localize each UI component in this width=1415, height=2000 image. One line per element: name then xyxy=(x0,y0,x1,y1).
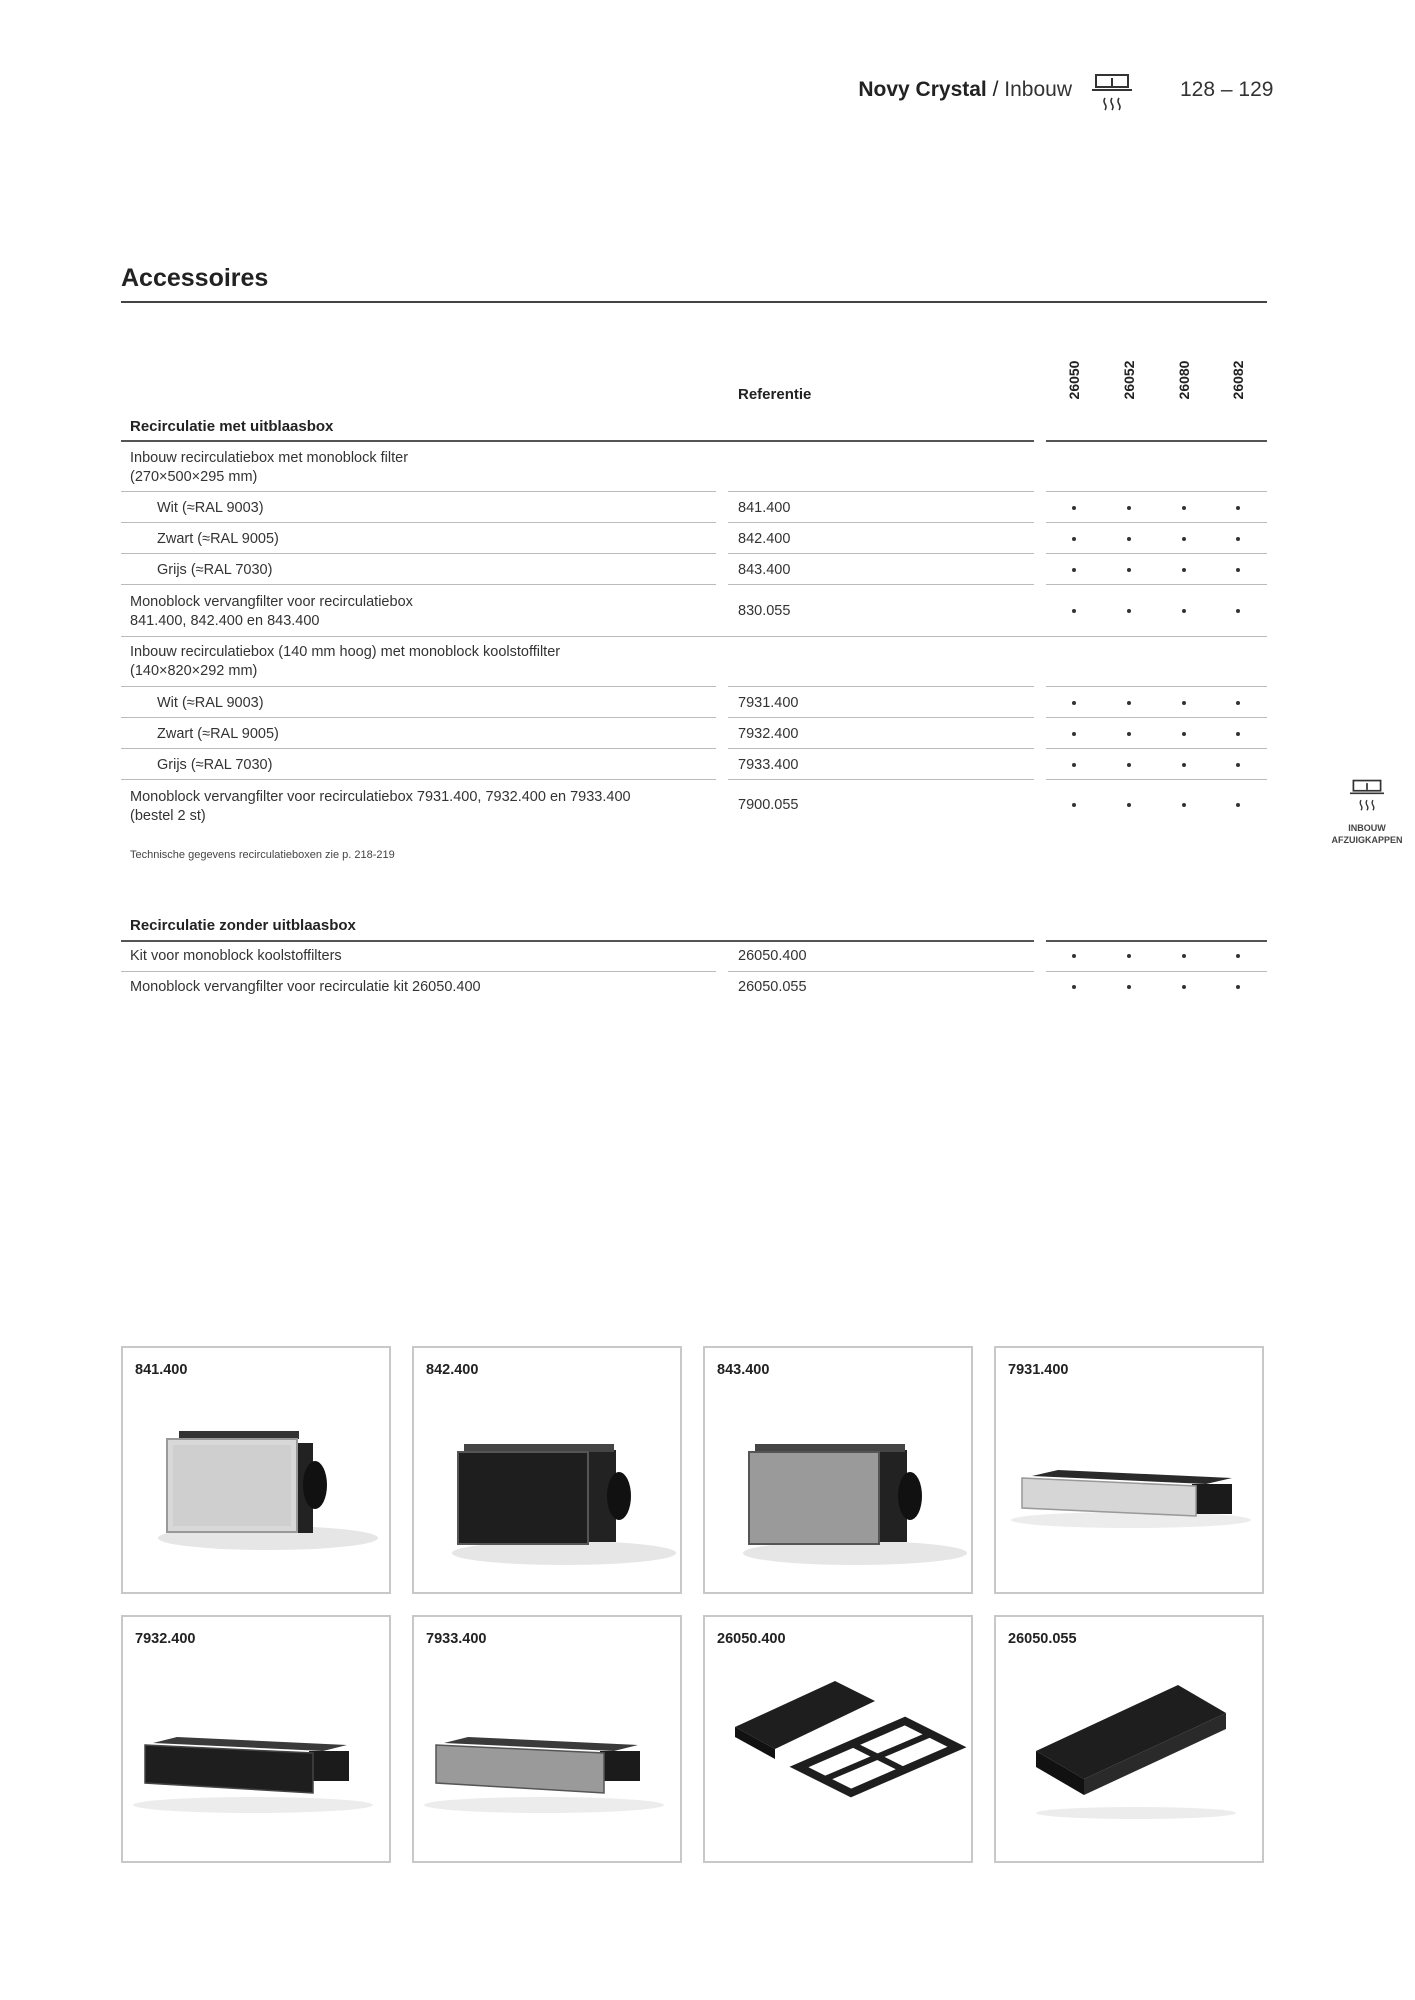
row-rule xyxy=(121,491,716,492)
availability-dot xyxy=(1236,954,1240,958)
availability-dot xyxy=(1072,954,1076,958)
table-row-label: Wit (≈RAL 9003) xyxy=(157,500,264,516)
row-rule xyxy=(1046,971,1267,972)
table-row-ref: 7931.400 xyxy=(738,695,799,711)
table-row-label: Kit voor monoblock koolstoffilters xyxy=(130,948,342,964)
table-row-label: Zwart (≈RAL 9005) xyxy=(157,531,279,547)
recirculation-box-black-image xyxy=(414,1348,680,1592)
group-rule xyxy=(121,440,1034,442)
product-label: 26050.055 xyxy=(1008,1631,1077,1647)
availability-dot xyxy=(1236,803,1240,807)
availability-dot xyxy=(1182,954,1186,958)
row-rule xyxy=(728,522,1034,523)
table-row-label: Grijs (≈RAL 7030) xyxy=(157,757,273,773)
availability-dot xyxy=(1127,701,1131,705)
row-rule xyxy=(1046,584,1267,585)
recirculation-box-white-image xyxy=(123,1348,389,1592)
group-title: Recirculatie met uitblaasbox xyxy=(130,418,334,435)
model-column-header: 26082 xyxy=(1230,360,1246,400)
header-title-sub: Inbouw xyxy=(1004,78,1072,101)
table-row-label: Monoblock vervangfilter voor recirculatiebox 841.400, 842.400 en 843.400 xyxy=(130,594,413,629)
availability-dot xyxy=(1072,732,1076,736)
availability-dot xyxy=(1127,506,1131,510)
row-rule xyxy=(121,636,1267,637)
row-rule xyxy=(728,779,1034,780)
row-rule xyxy=(121,971,716,972)
availability-dot xyxy=(1127,732,1131,736)
table-row-label: Monoblock vervangfilter voor recirculatie kit 26050.400 xyxy=(130,979,481,995)
row-rule xyxy=(121,522,716,523)
availability-dot xyxy=(1182,985,1186,989)
product-label: 7932.400 xyxy=(135,1631,196,1647)
row-rule xyxy=(121,748,716,749)
row-rule xyxy=(728,748,1034,749)
row-rule xyxy=(1046,491,1267,492)
row-rule xyxy=(1046,686,1267,687)
model-column-header: 26080 xyxy=(1176,360,1192,400)
header-title xyxy=(700,78,1072,102)
header-separator: / xyxy=(992,78,999,101)
table-row-label: Monoblock vervangfilter voor recirculatiebox 7931.400, 7932.400 en 7933.400 (bestel 2 st) xyxy=(130,789,631,824)
replacement-filter-image xyxy=(996,1617,1262,1861)
availability-dot xyxy=(1072,803,1076,807)
availability-dot xyxy=(1127,985,1131,989)
availability-dot xyxy=(1072,609,1076,613)
built-in-hood-icon xyxy=(1092,72,1132,112)
table-row-label: Zwart (≈RAL 9005) xyxy=(157,726,279,742)
row-rule xyxy=(1046,748,1267,749)
availability-dot xyxy=(1236,701,1240,705)
product-card xyxy=(994,1615,1264,1863)
row-rule xyxy=(728,971,1034,972)
slim-recirculation-box-black-image xyxy=(123,1617,389,1861)
availability-dot xyxy=(1072,985,1076,989)
product-label: 7931.400 xyxy=(1008,1362,1069,1378)
table-row-ref: 843.400 xyxy=(738,562,791,578)
availability-dot xyxy=(1072,763,1076,767)
header-title-bold: Novy Crystal xyxy=(858,78,987,101)
availability-dot xyxy=(1236,985,1240,989)
availability-dot xyxy=(1182,732,1186,736)
availability-dot xyxy=(1127,537,1131,541)
availability-dot xyxy=(1236,732,1240,736)
side-tab-label: INBOUW AFZUIGKAPPEN xyxy=(1331,823,1403,845)
table-row-ref: 26050.055 xyxy=(738,979,807,995)
table-row-ref: 7900.055 xyxy=(738,797,799,813)
model-column-header: 26050 xyxy=(1066,360,1082,400)
row-rule xyxy=(728,584,1034,585)
availability-dot xyxy=(1182,537,1186,541)
row-rule xyxy=(1046,522,1267,523)
recirculation-box-grey-image xyxy=(705,1348,971,1592)
availability-dot xyxy=(1127,568,1131,572)
table-row-label: Wit (≈RAL 9003) xyxy=(157,695,264,711)
availability-dot xyxy=(1072,506,1076,510)
table-row-ref: 26050.400 xyxy=(738,948,807,964)
availability-dot xyxy=(1127,803,1131,807)
reference-header: Referentie xyxy=(738,386,812,403)
availability-dot xyxy=(1236,609,1240,613)
page-numbers: 128 – 129 xyxy=(1180,78,1274,101)
row-rule xyxy=(121,553,716,554)
row-rule xyxy=(728,553,1034,554)
slim-recirculation-box-white-image xyxy=(996,1348,1262,1592)
row-rule xyxy=(121,779,716,780)
group-rule xyxy=(121,940,1034,942)
product-card xyxy=(994,1346,1264,1594)
availability-dot xyxy=(1236,506,1240,510)
row-rule xyxy=(728,686,1034,687)
availability-dot xyxy=(1236,537,1240,541)
availability-dot xyxy=(1072,568,1076,572)
availability-dot xyxy=(1236,763,1240,767)
availability-dot xyxy=(1182,763,1186,767)
table-row-ref: 842.400 xyxy=(738,531,791,547)
product-card xyxy=(121,1615,391,1863)
row-rule xyxy=(121,584,716,585)
availability-dot xyxy=(1182,609,1186,613)
slim-recirculation-box-grey-image xyxy=(414,1617,680,1861)
product-card xyxy=(412,1615,682,1863)
row-rule xyxy=(1046,779,1267,780)
table-row-ref: 841.400 xyxy=(738,500,791,516)
filter-kit-image xyxy=(705,1617,971,1861)
row-rule xyxy=(728,717,1034,718)
product-label: 843.400 xyxy=(717,1362,770,1378)
availability-dot xyxy=(1127,954,1131,958)
product-card xyxy=(703,1346,973,1594)
product-card xyxy=(703,1615,973,1863)
group-title: Recirculatie zonder uitblaasbox xyxy=(130,917,356,934)
availability-dot xyxy=(1127,763,1131,767)
product-label: 841.400 xyxy=(135,1362,188,1378)
table-row-ref: 830.055 xyxy=(738,603,791,619)
group-rule xyxy=(1046,940,1267,942)
availability-dot xyxy=(1182,701,1186,705)
row-rule xyxy=(1046,717,1267,718)
product-card xyxy=(412,1346,682,1594)
group-rule xyxy=(1046,440,1267,442)
table-row-ref: 7932.400 xyxy=(738,726,799,742)
row-rule xyxy=(1046,553,1267,554)
table-row-label: Grijs (≈RAL 7030) xyxy=(157,562,273,578)
availability-dot xyxy=(1182,803,1186,807)
row-rule xyxy=(121,686,716,687)
model-column-header: 26052 xyxy=(1121,360,1137,400)
product-card xyxy=(121,1346,391,1594)
built-in-hood-icon xyxy=(1350,778,1384,812)
availability-dot xyxy=(1236,568,1240,572)
availability-dot xyxy=(1072,537,1076,541)
product-label: 842.400 xyxy=(426,1362,479,1378)
section-title: Accessoires xyxy=(121,264,269,292)
availability-dot xyxy=(1182,568,1186,572)
product-label: 7933.400 xyxy=(426,1631,487,1647)
table-row-ref: 7933.400 xyxy=(738,757,799,773)
section-rule xyxy=(121,301,1267,303)
availability-dot xyxy=(1072,701,1076,705)
product-label: 26050.400 xyxy=(717,1631,786,1647)
technical-note: Technische gegevens recirculatieboxen zie p. 218-219 xyxy=(130,849,395,861)
table-row-label: Inbouw recirculatiebox (140 mm hoog) met monoblock koolstoffilter (140×820×292 mm) xyxy=(130,644,561,679)
row-rule xyxy=(728,491,1034,492)
row-rule xyxy=(121,717,716,718)
availability-dot xyxy=(1182,506,1186,510)
table-row-label: Inbouw recirculatiebox met monoblock filter (270×500×295 mm) xyxy=(130,450,409,485)
availability-dot xyxy=(1127,609,1131,613)
